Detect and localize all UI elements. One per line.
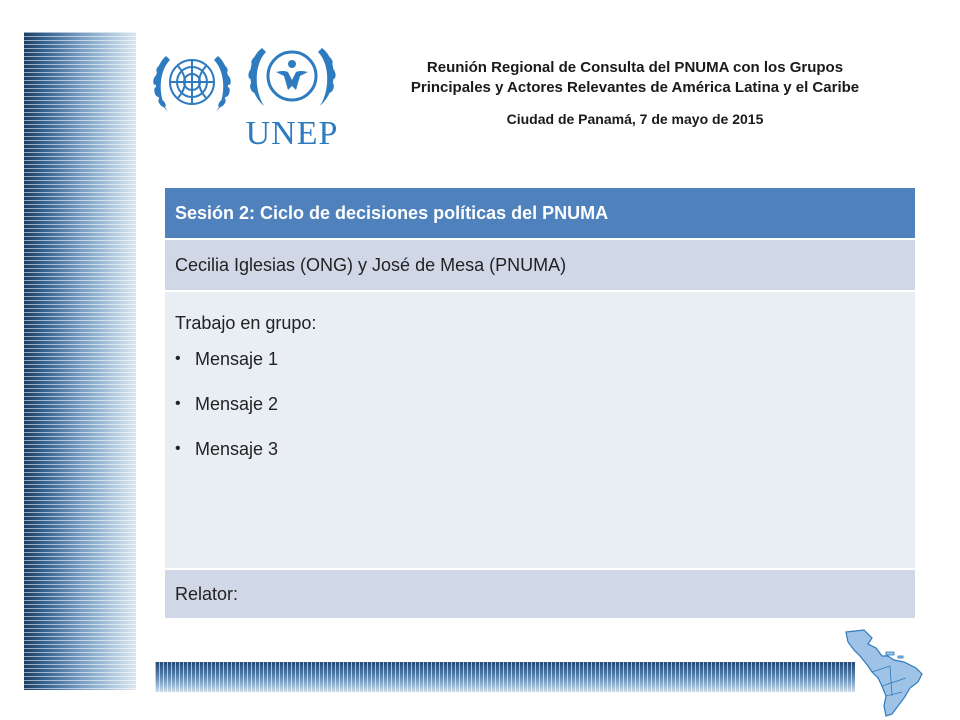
relator-label: Relator: [175, 583, 239, 604]
unep-wordmark: UNEP [245, 115, 339, 152]
list-item [175, 393, 915, 415]
message-text: Mensaje 2 [195, 394, 279, 414]
session-table [165, 188, 915, 620]
bullet-icon: • [175, 350, 181, 367]
relator-row [165, 570, 915, 620]
event-location-date: Ciudad de Panamá, 7 de mayo de 2015 [506, 111, 764, 127]
group-work-label: Trabajo en grupo: [175, 313, 317, 333]
event-header [370, 58, 900, 128]
facilitators-row [165, 240, 915, 292]
unep-logo [240, 40, 344, 152]
message-text: Mensaje 3 [195, 439, 279, 459]
list-item [175, 438, 915, 460]
latin-america-map-icon [842, 626, 934, 718]
messages-list [175, 348, 915, 460]
facilitators-text: Cecilia Iglesias (ONG) y José de Mesa (PNUMA) [175, 254, 567, 275]
left-decorative-stripes [24, 32, 136, 690]
list-item [175, 348, 915, 370]
session-title: Sesión 2: Ciclo de decisiones políticas del PNUMA [175, 202, 609, 223]
bullet-icon: • [175, 440, 181, 457]
bullet-icon: • [175, 395, 181, 412]
un-emblem-icon [146, 46, 238, 122]
group-work-row [165, 292, 915, 570]
event-title-line1: Reunión Regional de Consulta del PNUMA con los Grupos [426, 59, 844, 76]
message-text: Mensaje 1 [195, 349, 279, 369]
event-title-line2: Principales y Actores Relevantes de América Latina y el Caribe [410, 79, 860, 96]
bottom-decorative-stripes [155, 662, 855, 692]
session-title-row [165, 188, 915, 240]
unep-emblem-icon [240, 40, 344, 112]
